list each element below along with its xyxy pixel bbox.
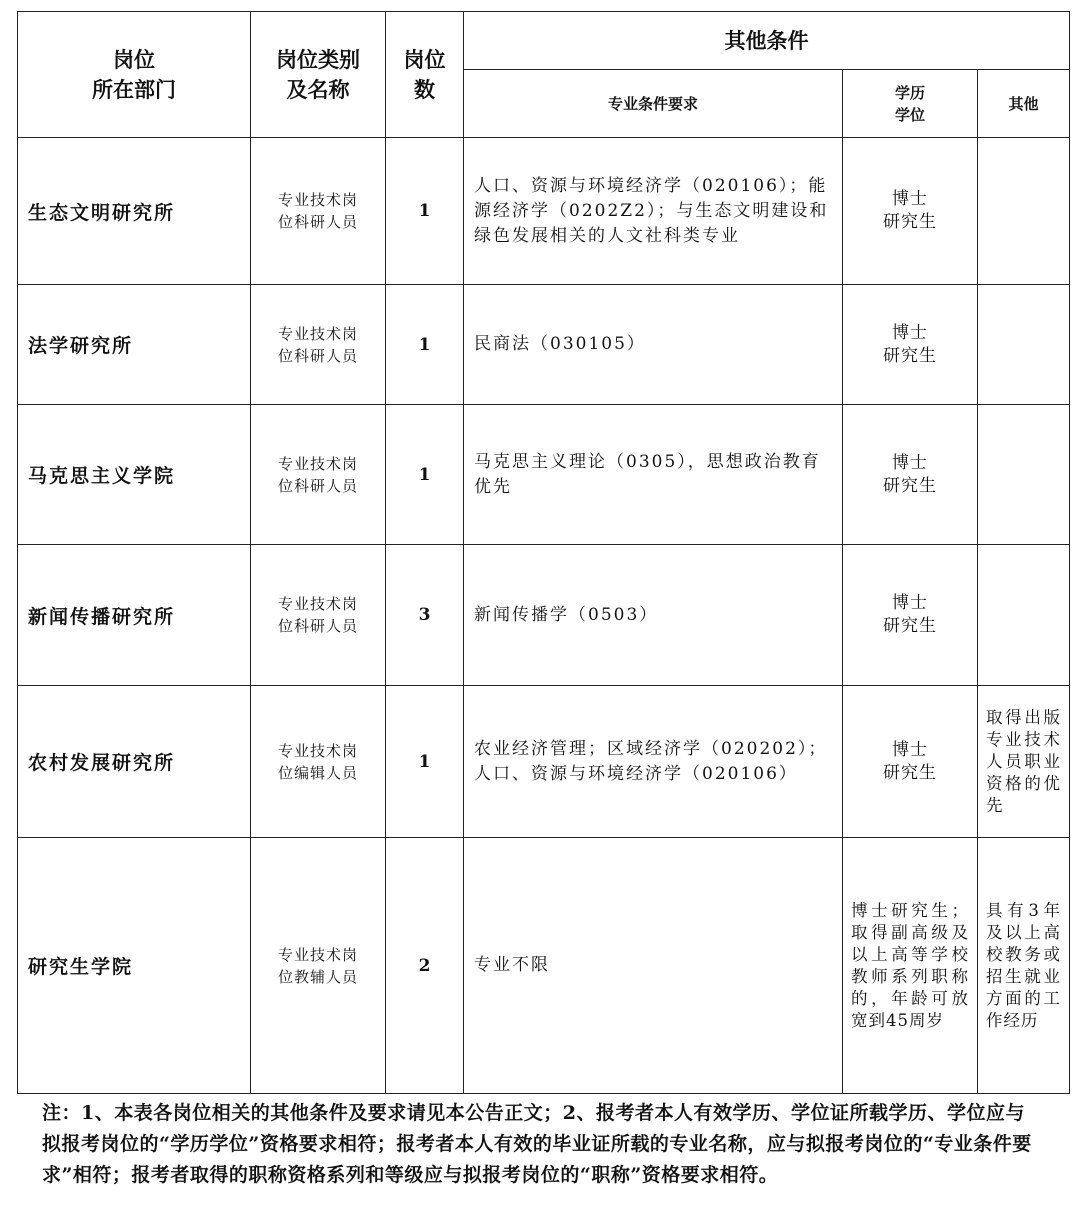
other-cell: 具有3年及以上高校教务或招生就业方面的工作经历 [978,838,1070,1094]
count-cell: 1 [386,138,464,285]
category-cell: 专业技术岗 位编辑人员 [251,686,386,838]
table-row [18,838,1070,1094]
header-category: 岗位类别 及名称 [251,12,386,138]
major-cell: 新闻传播学（0503） [464,545,843,686]
header-count: 岗位 数 [386,12,464,138]
dept-cell: 生态文明研究所 [18,138,251,285]
major-cell: 农业经济管理；区域经济学（020202）；人口、资源与环境经济学（020106） [464,686,843,838]
dept-cell: 法学研究所 [18,285,251,405]
major-cell: 专业不限 [464,838,843,1094]
table-row [18,405,1070,545]
degree-cell: 博士 研究生 [843,405,978,545]
table-row [18,545,1070,686]
count-cell: 1 [386,686,464,838]
other-cell [978,545,1070,686]
count-cell: 2 [386,838,464,1094]
table-row [18,686,1070,838]
dept-cell: 研究生学院 [18,838,251,1094]
other-cell [978,285,1070,405]
category-cell: 专业技术岗 位教辅人员 [251,838,386,1094]
category-cell: 专业技术岗 位科研人员 [251,285,386,405]
degree-cell: 博士 研究生 [843,138,978,285]
category-cell: 专业技术岗 位科研人员 [251,138,386,285]
recruitment-table [17,11,1070,1094]
dept-cell: 农村发展研究所 [18,686,251,838]
major-cell: 人口、资源与环境经济学（020106）；能源经济学（0202Z2）；与生态文明建设和绿色发展相关的人文社科类专业 [464,138,843,285]
degree-cell: 博士研究生；取得副高级及以上高等学校教师系列职称的，年龄可放宽到45周岁 [843,838,978,1094]
degree-cell: 博士 研究生 [843,285,978,405]
category-cell: 专业技术岗 位科研人员 [251,545,386,686]
header-other-conditions: 其他条件 [464,12,1070,70]
table-row [18,138,1070,285]
header-other: 其他 [978,70,1070,138]
major-cell: 民商法（030105） [464,285,843,405]
category-cell: 专业技术岗 位科研人员 [251,405,386,545]
count-cell: 1 [386,405,464,545]
count-cell: 1 [386,285,464,405]
dept-cell: 马克思主义学院 [18,405,251,545]
other-cell: 取得出版专业技术人员职业资格的优先 [978,686,1070,838]
count-cell: 3 [386,545,464,686]
other-cell [978,138,1070,285]
footnote: 注：1、本表各岗位相关的其他条件及要求请见本公告正文；2、报考者本人有效学历、学位证所载学历、学位应与拟报考岗位的“学历学位”资格要求相符；报考者本人有效的毕业证所载的专业名称，应与拟报考岗位的“专业条件要求”相符；报考者取得的职称资格系列和等级应与拟报考岗位的“职称”资格要求相符。 [42,1102,1032,1186]
header-major-req: 专业条件要求 [464,70,843,138]
header-degree: 学历 学位 [843,70,978,138]
major-cell: 马克思主义理论（0305），思想政治教育优先 [464,405,843,545]
degree-cell: 博士 研究生 [843,686,978,838]
degree-cell: 博士 研究生 [843,545,978,686]
dept-cell: 新闻传播研究所 [18,545,251,686]
header-dept: 岗位 所在部门 [18,12,251,138]
other-cell [978,405,1070,545]
table-row [18,285,1070,405]
